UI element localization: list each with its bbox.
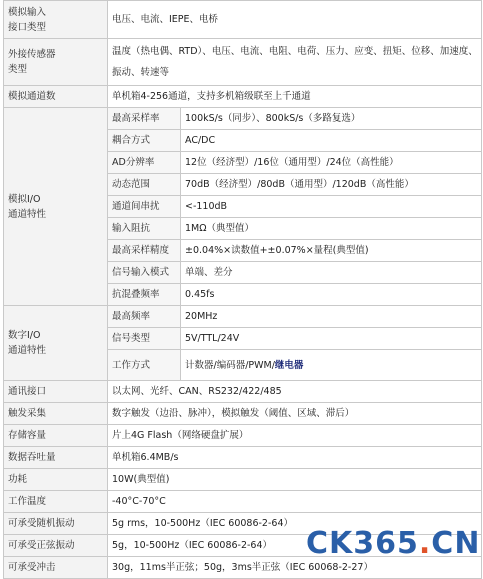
- power-label: 功耗: [4, 469, 108, 491]
- analog-io-item-value: AC/DC: [181, 130, 482, 152]
- digital-io-group-label: 数字I/O 通道特性: [4, 306, 108, 381]
- analog-io-item-label: 最高采样精度: [108, 240, 181, 262]
- analog-io-item-label: 信号输入模式: [108, 262, 181, 284]
- row-analog-input: [4, 1, 482, 39]
- work-mode-value: 计数器/编码器/PWM/: [185, 359, 275, 371]
- analog-input-value: 电压、电流、IEPE、电桥: [108, 1, 482, 39]
- spec-table: [3, 0, 482, 579]
- work-mode-value-cell: [181, 350, 482, 381]
- row-throughput: [4, 447, 482, 469]
- ck365-watermark: [306, 526, 481, 562]
- external-sensor-value: 温度（热电偶、RTD）、电压、电流、电阻、电荷、压力、应变、扭矩、位移、加速度、振动、转速等: [108, 39, 482, 86]
- shock-value: 30g，11ms半正弦；50g，3ms半正弦（IEC 60068-2-27）: [108, 557, 482, 579]
- analog-io-row: [4, 108, 482, 130]
- relay-link[interactable]: 继电器: [274, 359, 304, 371]
- watermark-part-1: CK365: [306, 526, 419, 561]
- work-mode-label: 工作方式: [108, 350, 181, 381]
- digital-io-item-label: 最高频率: [108, 306, 181, 328]
- digital-io-item-label: 信号类型: [108, 328, 181, 350]
- analog-io-item-value: 单端、差分: [181, 262, 482, 284]
- digital-io-row: [4, 306, 482, 328]
- digital-io-item-value: 20MHz: [181, 306, 482, 328]
- analog-channels-label: 模拟通道数: [4, 86, 108, 108]
- storage-value: 片上4G Flash（网络硬盘扩展）: [108, 425, 482, 447]
- row-analog-channels: [4, 86, 482, 108]
- comm-interface-value: 以太网、光纤、CAN、RS232/422/485: [108, 381, 482, 403]
- watermark-dot: .: [418, 526, 432, 561]
- sine-vibration-value: 5g，10-500Hz（IEC 60086-2-64）: [108, 535, 482, 557]
- analog-io-item-label: 通道间串扰: [108, 196, 181, 218]
- analog-io-group-label: 模拟I/O 通道特性: [4, 108, 108, 306]
- shock-label: 可承受冲击: [4, 557, 108, 579]
- analog-io-item-label: AD分辨率: [108, 152, 181, 174]
- analog-io-item-label: 输入阻抗: [108, 218, 181, 240]
- throughput-label: 数据吞吐量: [4, 447, 108, 469]
- analog-channels-value: 单机箱4-256通道，支持多机箱级联至上千通道: [108, 86, 482, 108]
- sine-vibration-label: 可承受正弦振动: [4, 535, 108, 557]
- analog-io-item-value: 12位（经济型）/16位（通用型）/24位（高性能）: [181, 152, 482, 174]
- analog-io-item-label: 抗混叠频率: [108, 284, 181, 306]
- row-storage: [4, 425, 482, 447]
- temperature-label: 工作温度: [4, 491, 108, 513]
- digital-io-item-value: 5V/TTL/24V: [181, 328, 482, 350]
- row-trigger: [4, 403, 482, 425]
- comm-interface-label: 通讯接口: [4, 381, 108, 403]
- random-vibration-value: 5g rms，10-500Hz（IEC 60086-2-64）: [108, 513, 482, 535]
- row-power: [4, 469, 482, 491]
- watermark-part-3: CN: [431, 526, 481, 561]
- analog-io-item-label: 耦合方式: [108, 130, 181, 152]
- row-external-sensor: [4, 39, 482, 86]
- temperature-value: -40°C-70°C: [108, 491, 482, 513]
- row-temperature: [4, 491, 482, 513]
- row-comm-interface: [4, 381, 482, 403]
- analog-input-label: 模拟输入 接口类型: [4, 1, 108, 39]
- analog-io-item-label: 最高采样率: [108, 108, 181, 130]
- power-value: 10W(典型值): [108, 469, 482, 491]
- analog-io-item-value: 1MΩ（典型值）: [181, 218, 482, 240]
- analog-io-item-value: 70dB（经济型）/80dB（通用型）/120dB（高性能）: [181, 174, 482, 196]
- external-sensor-label: 外接传感器 类型: [4, 39, 108, 86]
- analog-io-item-value: 0.45fs: [181, 284, 482, 306]
- throughput-value: 单机箱6.4MB/s: [108, 447, 482, 469]
- analog-io-item-label: 动态范围: [108, 174, 181, 196]
- analog-io-item-value: <-110dB: [181, 196, 482, 218]
- trigger-value: 数字触发（边沿、脉冲），模拟触发（阈值、区域、滞后）: [108, 403, 482, 425]
- random-vibration-label: 可承受随机振动: [4, 513, 108, 535]
- storage-label: 存储容量: [4, 425, 108, 447]
- analog-io-item-value: ±0.04%×读数值+±0.07%×量程(典型值): [181, 240, 482, 262]
- trigger-label: 触发采集: [4, 403, 108, 425]
- analog-io-item-value: 100kS/s（同步）、800kS/s（多路复选）: [181, 108, 482, 130]
